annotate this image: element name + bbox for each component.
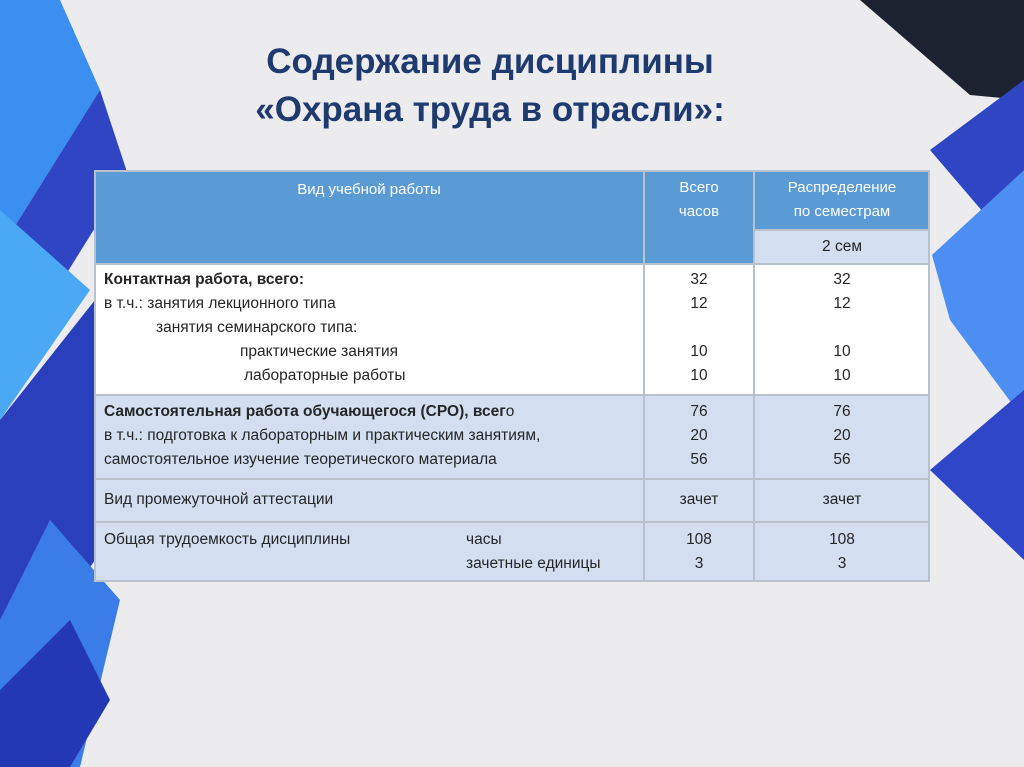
workload-label: Общая трудоемкость дисциплины — [104, 531, 351, 548]
contact-total-value — [644, 316, 754, 340]
sro-title-tail: о — [505, 403, 515, 420]
table-border-bottom — [94, 580, 930, 582]
contact-sem-value: 12 — [833, 295, 851, 312]
contact-sem-value: 32 — [833, 271, 851, 288]
sro-prep-line: в т.ч.: подготовка к лабораторным и практическим занятиям, — [104, 427, 541, 444]
right-ribbon-royal-2 — [930, 390, 1024, 560]
header-semester-2-label: 2 сем — [822, 238, 862, 255]
sro-sem-value: 76 — [833, 403, 851, 420]
header-total-line1: Всего — [679, 179, 719, 196]
workload-sem-value: 3 — [837, 555, 847, 572]
header-distribution-line1: Распределение — [787, 179, 897, 196]
workload-unit-credits: зачетные единицы — [466, 555, 601, 572]
contact-total-value: 10 — [690, 367, 708, 384]
row-divider-4 — [94, 521, 930, 523]
contact-lab-line: лабораторные работы — [244, 367, 406, 384]
workload-sem-value: 108 — [829, 531, 855, 548]
contact-sem-value — [754, 316, 930, 340]
workload-unit-hours: часы — [466, 531, 502, 548]
sro-theory-line: самостоятельное изучение теоретического материала — [104, 451, 497, 468]
workload-cell — [94, 522, 644, 582]
sro-total-value: 76 — [690, 403, 708, 420]
contact-work-cell — [94, 264, 644, 395]
attestation-label: Вид промежуточной аттестации — [104, 491, 334, 508]
header-semester-distribution — [754, 170, 930, 230]
attestation-total — [644, 479, 754, 522]
title-line-1: Содержание дисциплины — [266, 42, 714, 81]
sro-title — [104, 400, 644, 424]
contact-total-value: 12 — [690, 295, 708, 312]
workload-semester — [754, 522, 930, 582]
right-ribbon-sky — [932, 170, 1024, 420]
row-divider-2 — [94, 394, 930, 396]
table-border-top — [94, 170, 930, 172]
workload-total-value: 108 — [686, 531, 712, 548]
attestation-total-value: зачет — [679, 491, 719, 508]
header-work-type-label: Вид учебной работы — [297, 181, 441, 198]
contact-seminar-line: занятия семинарского типа: — [156, 319, 358, 336]
discipline-table — [94, 170, 930, 582]
sro-semester-hours — [754, 395, 930, 479]
header-total-line2: часов — [678, 203, 720, 220]
sro-cell — [94, 395, 644, 479]
sro-total-value: 20 — [690, 427, 708, 444]
contact-lecture-line: в т.ч.: занятия лекционного типа — [104, 295, 336, 312]
workload-total-value: 3 — [694, 555, 704, 572]
contact-total-value: 32 — [690, 271, 708, 288]
sro-total-hours — [644, 395, 754, 479]
attestation-sem-value: зачет — [822, 491, 862, 508]
sro-sem-value: 20 — [833, 427, 851, 444]
contact-semester-hours — [754, 264, 930, 395]
contact-total-hours — [644, 264, 754, 395]
header-distribution-line2: по семестрам — [793, 203, 891, 220]
sro-title-bold: Самостоятельная работа обучающегося (СРО), всег — [104, 403, 506, 420]
row-divider-3 — [94, 478, 930, 480]
title-line-2: «Охрана труда в отрасли»: — [255, 90, 725, 129]
workload-total — [644, 522, 754, 582]
contact-work-title: Контактная работа, всего: — [104, 271, 305, 288]
sro-total-value: 56 — [690, 451, 708, 468]
attestation-semester — [754, 479, 930, 522]
contact-practical-line: практические занятия — [240, 343, 398, 360]
header-sub-divider — [754, 229, 930, 231]
slide-title — [0, 38, 980, 134]
contact-sem-value: 10 — [833, 343, 851, 360]
contact-sem-value: 10 — [833, 367, 851, 384]
sro-sem-value: 56 — [833, 451, 851, 468]
header-semester-2 — [754, 230, 930, 264]
row-divider-1 — [94, 263, 930, 265]
attestation-cell — [94, 479, 644, 522]
contact-total-value: 10 — [690, 343, 708, 360]
header-total-hours — [644, 170, 754, 264]
header-work-type — [94, 170, 644, 264]
